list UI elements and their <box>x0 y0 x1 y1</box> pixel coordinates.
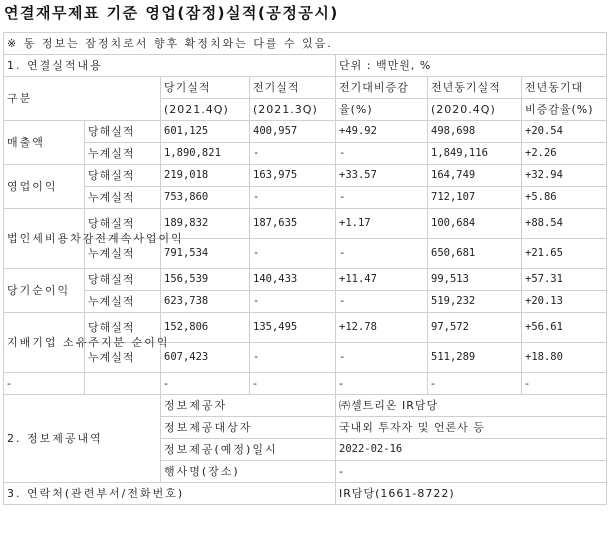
row-label-net-income: 당기순이익 <box>4 269 85 313</box>
header-qoq: 전기대비증감 <box>336 77 428 99</box>
current-value: 791,534 <box>161 239 250 269</box>
previous-value: 140,433 <box>250 269 336 291</box>
current-value: 219,018 <box>161 165 250 187</box>
yoy-value: +18.80 <box>522 343 607 373</box>
unit-label: 단위 : 백만원, % <box>336 55 607 77</box>
qoq-value: +49.92 <box>336 121 428 143</box>
blank-cell: - <box>522 373 607 395</box>
previous-value: 400,957 <box>250 121 336 143</box>
row-type: 누계실적 <box>85 291 161 313</box>
table-row <box>4 143 607 165</box>
yoy-value: +57.31 <box>522 269 607 291</box>
yoy-value: +20.54 <box>522 121 607 143</box>
contact-row <box>4 483 607 505</box>
page-title: 연결재무제표 기준 영업(잠정)실적(공정공시) <box>4 4 339 22</box>
yoy-value: +56.61 <box>522 313 607 343</box>
current-value: 189,832 <box>161 209 250 239</box>
current-value: 152,806 <box>161 313 250 343</box>
table-row <box>4 121 607 143</box>
row-label-revenue: 매출액 <box>4 121 85 165</box>
previous-value: - <box>250 343 336 373</box>
info-key: 정보제공자 <box>161 395 336 417</box>
header-current-period: (2021.4Q) <box>161 99 250 121</box>
table-row <box>4 269 607 291</box>
blank-cell <box>85 373 161 395</box>
qoq-value: - <box>336 343 428 373</box>
yoy-value: +5.86 <box>522 187 607 209</box>
info-value: 국내외 투자자 및 언론사 등 <box>336 417 607 439</box>
previous-value: - <box>250 187 336 209</box>
prev-year-value: 511,289 <box>428 343 522 373</box>
header-previous-period: (2021.3Q) <box>250 99 336 121</box>
row-type: 당해실적 <box>85 313 161 343</box>
row-label-controlling-net-income: 지배기업 소유주지분 순이익 <box>4 313 85 373</box>
info-row <box>4 395 607 417</box>
qoq-value: +1.17 <box>336 209 428 239</box>
prev-year-value: 1,849,116 <box>428 143 522 165</box>
row-type: 누계실적 <box>85 343 161 373</box>
blank-cell: - <box>336 373 428 395</box>
row-label-operating-profit: 영업이익 <box>4 165 85 209</box>
previous-value: 163,975 <box>250 165 336 187</box>
previous-value: - <box>250 239 336 269</box>
earnings-table <box>3 32 607 505</box>
notice-text: ※ 동 정보는 잠정치로서 향후 확정치와는 다를 수 있음. <box>4 33 607 55</box>
current-value: 156,539 <box>161 269 250 291</box>
info-value: 2022-02-16 <box>336 439 607 461</box>
info-value: - <box>336 461 607 483</box>
table-row <box>4 291 607 313</box>
blank-cell: - <box>161 373 250 395</box>
header-qoq-unit: 율(%) <box>336 99 428 121</box>
row-type: 누계실적 <box>85 239 161 269</box>
blank-cell: - <box>428 373 522 395</box>
blank-cell: - <box>250 373 336 395</box>
qoq-value: - <box>336 239 428 269</box>
table-row <box>4 165 607 187</box>
row-label-pretax-income: 법인세비용차감전계속사업이익 <box>4 209 85 269</box>
row-type: 당해실적 <box>85 269 161 291</box>
prev-year-value: 519,232 <box>428 291 522 313</box>
prev-year-value: 164,749 <box>428 165 522 187</box>
yoy-value: +20.13 <box>522 291 607 313</box>
previous-value: 187,635 <box>250 209 336 239</box>
row-type: 누계실적 <box>85 143 161 165</box>
prev-year-value: 712,107 <box>428 187 522 209</box>
header-category: 구분 <box>4 77 161 121</box>
header-previous: 전기실적 <box>250 77 336 99</box>
prev-year-value: 498,698 <box>428 121 522 143</box>
yoy-value: +2.26 <box>522 143 607 165</box>
header-row-1 <box>4 77 607 99</box>
row-type: 당해실적 <box>85 165 161 187</box>
prev-year-value: 100,684 <box>428 209 522 239</box>
info-key: 정보제공(예정)일시 <box>161 439 336 461</box>
qoq-value: +33.57 <box>336 165 428 187</box>
previous-value: 135,495 <box>250 313 336 343</box>
qoq-value: - <box>336 143 428 165</box>
current-value: 753,860 <box>161 187 250 209</box>
prev-year-value: 650,681 <box>428 239 522 269</box>
header-prev-year: 전년동기실적 <box>428 77 522 99</box>
info-value: ㈜셀트리온 IR담당 <box>336 395 607 417</box>
contact-value: IR담당(1661-8722) <box>336 483 607 505</box>
current-value: 601,125 <box>161 121 250 143</box>
qoq-value: - <box>336 187 428 209</box>
row-type: 누계실적 <box>85 187 161 209</box>
yoy-value: +32.94 <box>522 165 607 187</box>
row-type: 당해실적 <box>85 209 161 239</box>
info-key: 행사명(장소) <box>161 461 336 483</box>
section1-row <box>4 55 607 77</box>
info-key: 정보제공대상자 <box>161 417 336 439</box>
previous-value: - <box>250 143 336 165</box>
qoq-value: +12.78 <box>336 313 428 343</box>
header-prev-year-period: (2020.4Q) <box>428 99 522 121</box>
header-current: 당기실적 <box>161 77 250 99</box>
notice-row <box>4 33 607 55</box>
current-value: 607,423 <box>161 343 250 373</box>
header-yoy-unit: 비증감율(%) <box>522 99 607 121</box>
section2-label: 2. 정보제공내역 <box>4 395 161 483</box>
qoq-value: +11.47 <box>336 269 428 291</box>
section3-label: 3. 연락처(관련부서/전화번호) <box>4 483 336 505</box>
blank-row <box>4 373 607 395</box>
row-type: 당해실적 <box>85 121 161 143</box>
current-value: 1,890,821 <box>161 143 250 165</box>
header-yoy: 전년동기대 <box>522 77 607 99</box>
table-row <box>4 209 607 239</box>
prev-year-value: 99,513 <box>428 269 522 291</box>
yoy-value: +88.54 <box>522 209 607 239</box>
qoq-value: - <box>336 291 428 313</box>
blank-cell: - <box>4 373 85 395</box>
current-value: 623,738 <box>161 291 250 313</box>
prev-year-value: 97,572 <box>428 313 522 343</box>
table-row <box>4 187 607 209</box>
yoy-value: +21.65 <box>522 239 607 269</box>
section1-label: 1. 연결실적내용 <box>4 55 336 77</box>
table-row <box>4 313 607 343</box>
previous-value: - <box>250 291 336 313</box>
